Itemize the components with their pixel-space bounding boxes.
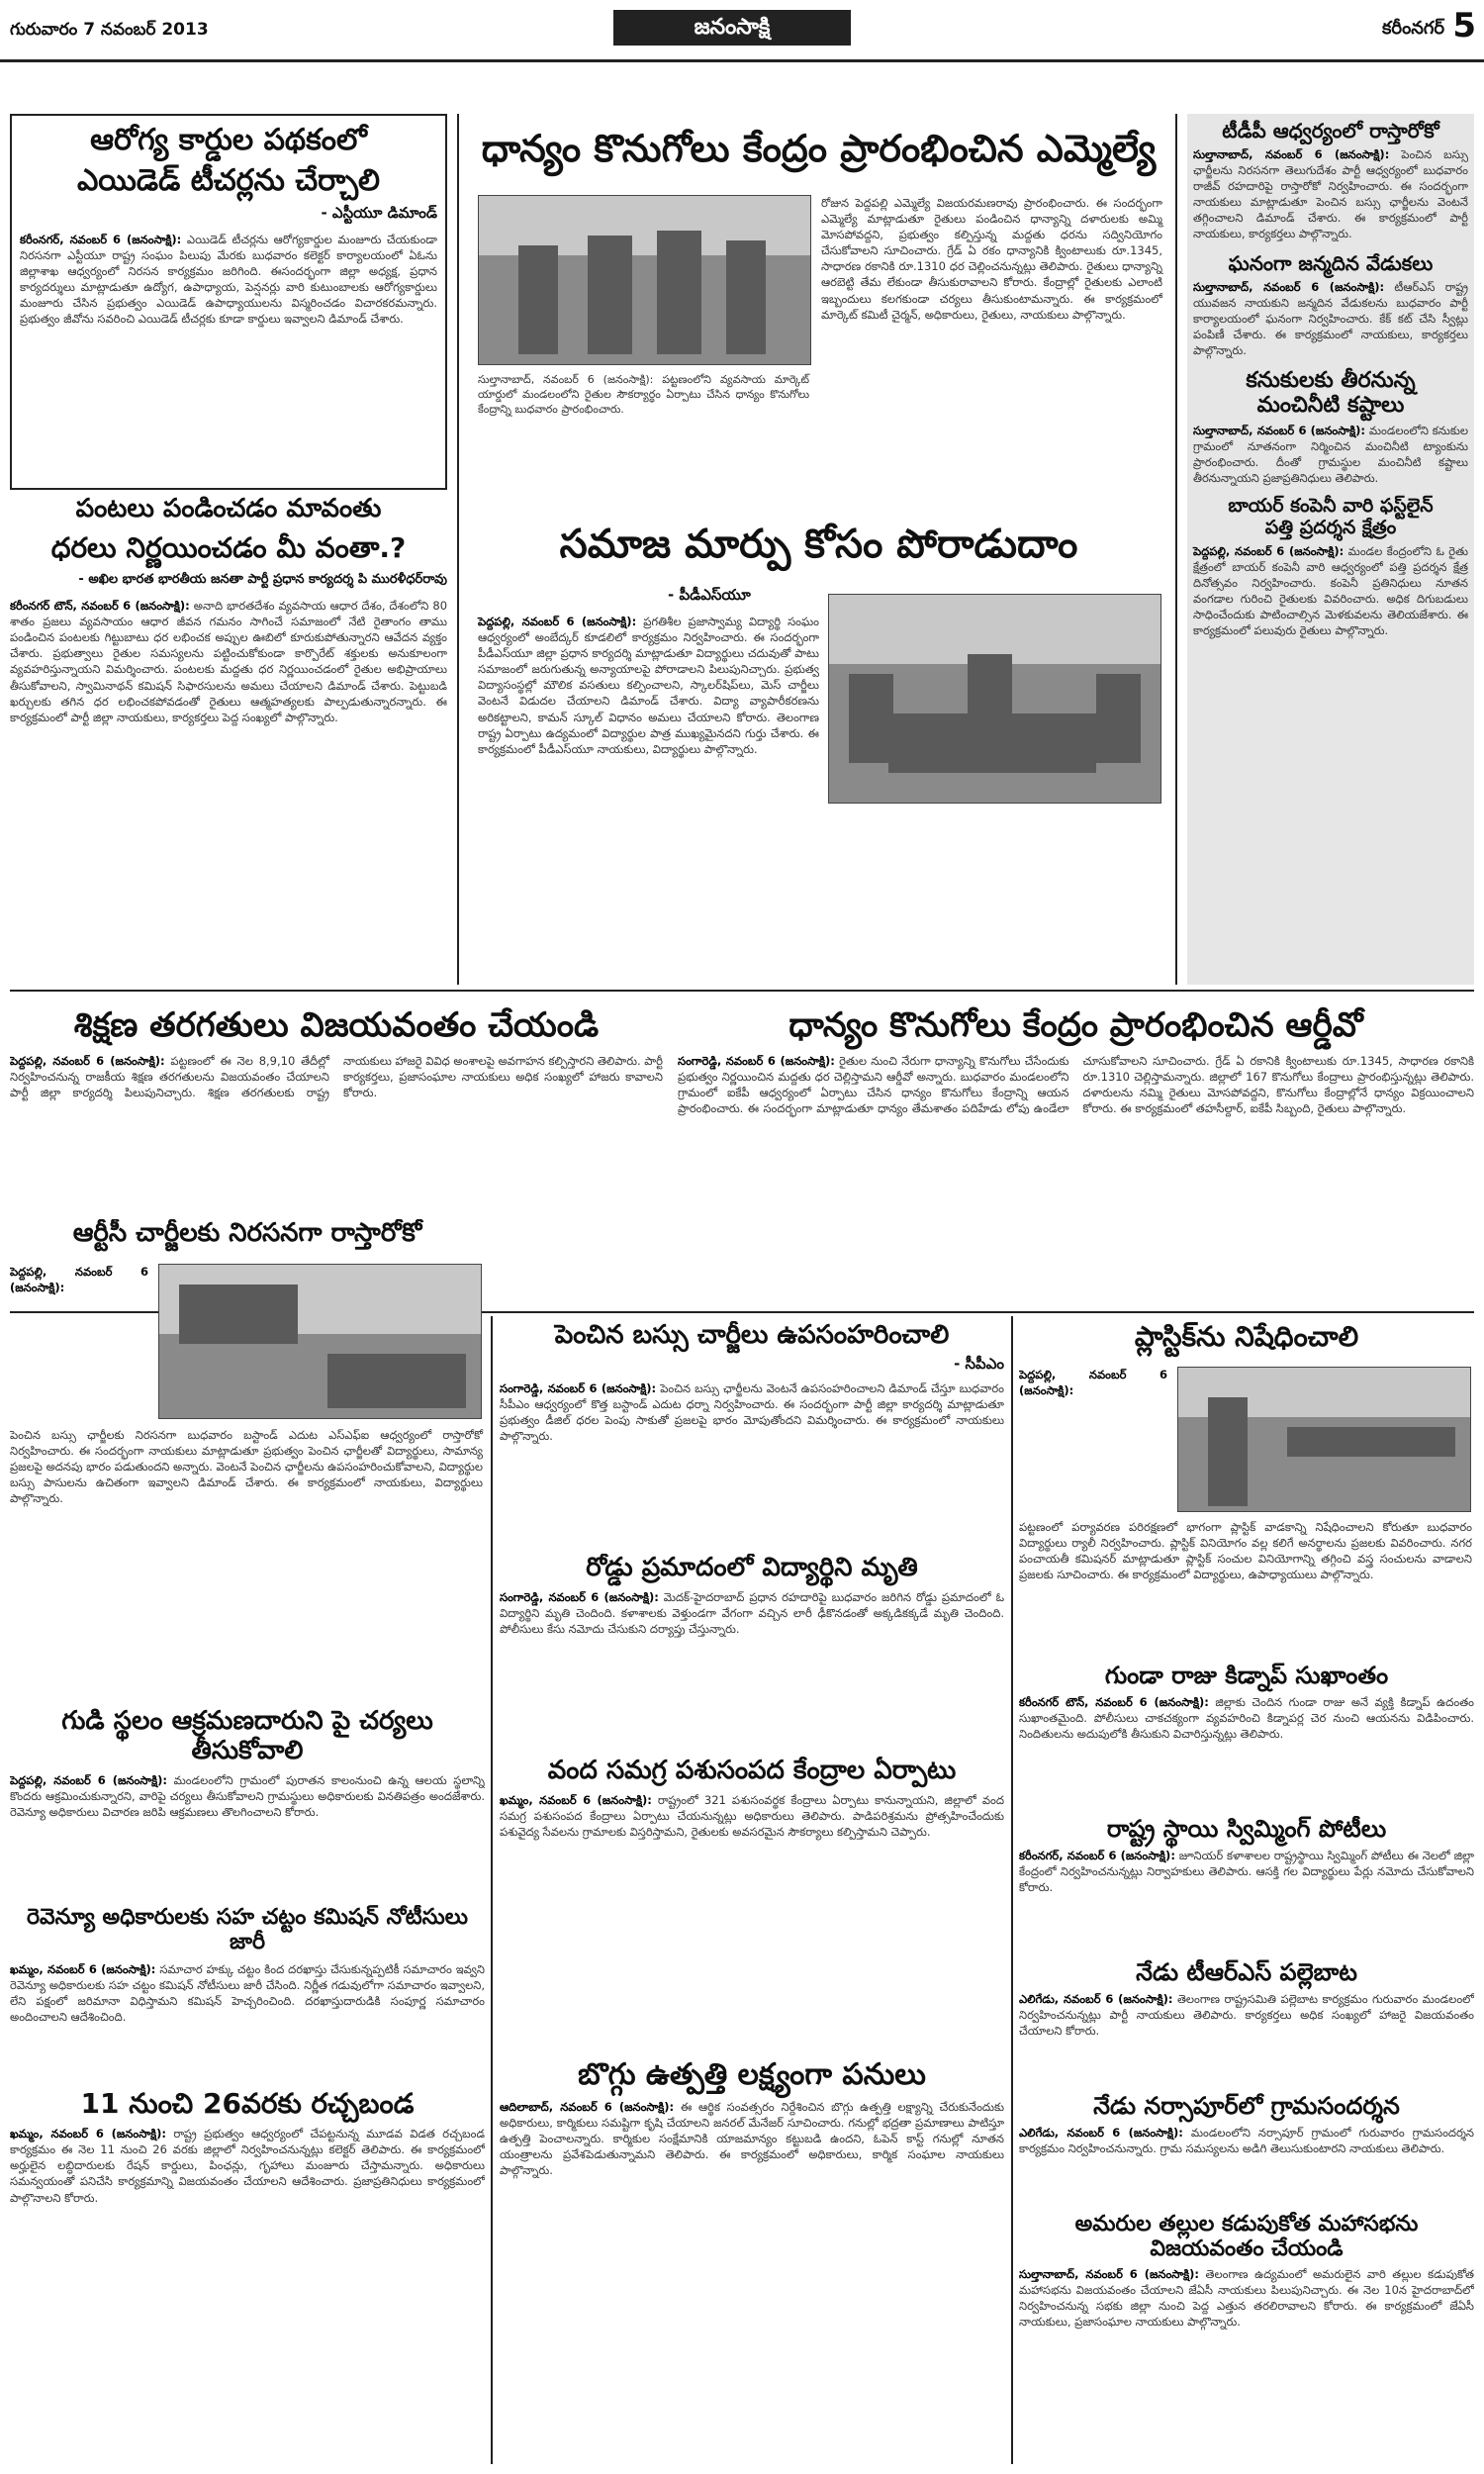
dateline: పెద్దపల్లి, నవంబర్ 6 (జనంసాక్షి): — [10, 1772, 167, 1787]
district-name: కరీంనగర్ — [1382, 18, 1444, 39]
article-tdp-rasta-roko — [1193, 120, 1468, 242]
article-body: ఈ ఆర్థిక సంవత్సరం నిర్దేశించిన బొగ్గు ఉత్పత్తి లక్ష్యాన్ని చేరుకునేందుకు అధికారులు, కార్మికులు సమష్టిగా కృషి చేయాలని జనరల్ మేనేజర్ సూచించారు. గనుల్లో భద్రతా ప్రమాణాలు పాటిస్తూ ఉత్పత్తి పెంచాలన్నారు. కార్మికుల సంక్షేమానికి యాజమాన్యం కట్టుబడి ఉందని, ఓపెన్ కాస్ట్ గనుల్లో నూతన యంత్రాలను ప్రవేశపెడుతున్నామని తెలిపారు. ఈ కార్యక్రమంలో అధికారులు, కార్మిక సంఘాల నాయకులు పాల్గొన్నారు. — [500, 2099, 1004, 2177]
article-body: పట్టణంలో ఈ నెల 8,9,10 తేదీల్లో నిర్వహించనున్న రాజకీయ శిక్షణ తరగతులను విజయవంతం చేయాలని పార్టీ జిల్లా కార్యదర్శి పిలుపునిచ్చారు. శిక్షణ తరగతులకు రాష్ట్ర నాయకులు హాజరై వివిధ అంశాలపై అవగాహన కల్పిస్తారని తెలిపారు. పార్టీ కార్యకర్తలు, ప్రజాసంఘాల నాయకులు అధిక సంఖ్యలో హాజరు కావాలని కోరారు. — [10, 1054, 663, 1100]
article-pdsu — [470, 515, 1167, 985]
article-rti-notices — [10, 1905, 485, 2083]
page-number: 5 — [1452, 6, 1476, 46]
dateline: కరీంనగర్ టౌన్, నవంబర్ 6 (జనంసాక్షి): — [1019, 1694, 1209, 1709]
news-photo — [828, 594, 1161, 804]
headline: ఘనంగా జన్మదిన వేడుకలు — [1228, 250, 1434, 275]
article-crop-prices — [10, 495, 447, 985]
newspaper-logo: జనంసాక్షి — [613, 10, 851, 46]
article-body: సమాచార హక్కు చట్టం కింద దరఖాస్తు చేసుకున్నప్పటికీ సమాచారం ఇవ్వని రెవెన్యూ అధికారులకు సహ చట్టం కమిషన్ నోటీసులు జారీ చేసింది. నిర్ణీత గడువులోగా సమాచారం ఇవ్వాలని, లేని పక్షంలో జరిమానా విధిస్తామని కమిషన్ హెచ్చరించింది. దరఖాస్తుదారుడికి సంపూర్ణ సమాచారం అందించాలని ఆదేశించింది. — [10, 1961, 485, 2024]
article-temple-land — [10, 1707, 485, 1900]
news-photo — [1177, 1367, 1471, 1512]
article-body: పెంచిన బస్సు ఛార్జీలకు నిరసనగా బుధవారం బస్టాండ్ ఎదుట ఎస్ఎఫ్‌ఐ ఆధ్వర్యంలో రాస్తారోకో నిర్వహించారు. ఈ సందర్భంగా నాయకులు మాట్లాడుతూ ప్రభుత్వం పెంచిన ఛార్జీలతో విద్యార్థులు, సామాన్య ప్రజలపై అదనపు భారం పడుతుందని అన్నారు. వెంటనే పెంచిన ఛార్జీలను ఉపసంహరించుకోవాలని, విద్యార్థుల బస్సు పాసులను ఉచితంగా ఇవ్వాలని డిమాండ్ చేశారు. ఈ కార్యక్రమంలో నాయకులు, విద్యార్థులు పాల్గొన్నారు. — [10, 1428, 483, 1506]
headline: ధాన్యం కొనుగోలు కేంద్రం ప్రారంభించిన ఆర్డీవో — [788, 1005, 1363, 1045]
column-rule — [491, 1316, 493, 2464]
article-body: పెంచిన బస్సు ఛార్జీలను నిరసనగా తెలుగుదేశం పార్టీ ఆధ్వర్యంలో బుధవారం రాజీవ్ రహదారిపై రాస్తారోకో నిర్వహించారు. ఈ సందర్భంగా నాయకులు మాట్లాడుతూ పెంచిన బస్సు ఛార్జీలను వెంటనే తగ్గించాలని డిమాండ్ చేశారు. ఈ కార్యక్రమంలో పార్టీ నాయకులు, కార్యకర్తలు పాల్గొన్నారు. — [1193, 147, 1468, 241]
dateline: కరీంనగర్ టౌన్, నవంబర్ 6 (జనంసాక్షి): — [10, 599, 190, 614]
dateline: సంగారెడ్డి, నవంబర్ 6 (జనంసాక్షి): — [500, 1589, 659, 1604]
dateline: పెద్దపల్లి, నవంబర్ 6 (జనంసాక్షి): — [1019, 1368, 1167, 1398]
dateline: సుల్తానాబాద్, నవంబర్ 6 (జనంసాక్షి): — [1019, 2266, 1199, 2281]
article-body: రాష్ట్రంలో 321 పశుసంవర్థక కేంద్రాలు ఏర్పాటు కానున్నాయని, జిల్లాలో వంద సమగ్ర పశుసంపద కేంద్రాలు ఏర్పాటు చేయనున్నట్లు అధికారులు తెలిపారు. పాడిపరిశ్రమను ప్రోత్సహించేందుకు పశువైద్య సేవలను గ్రామాలకు విస్తరిస్తామని, రైతులకు అవసరమైన సౌకర్యాలు కల్పిస్తామని చెప్పారు. — [500, 1792, 1004, 1840]
headline: వంద సమగ్ర పశుసంపద కేంద్రాల ఏర్పాటు — [547, 1757, 957, 1785]
article-martyrs-mothers — [1019, 2212, 1474, 2464]
issue-date: గురువారం 7 నవంబర్ 2013 — [10, 20, 209, 40]
article-body: ఎయిడెడ్ టీచర్లను ఆరోగ్యకార్డుల మంజూరు చేయకుండా నిరసనగా ఎస్టీయూ రాష్ట్ర సంఘం పిలుపు మేరకు బుధవారం కలెక్టర్ కార్యాలయంలో ఏఓను జిల్లాశాఖ ఆధ్వర్యంలో నిరసన కార్యక్రమం జరిగింది. ఈసందర్భంగా జిల్లా అధ్యక్ష, ప్రధాన కార్యదర్శులు మాట్లాడుతూ ఉద్యోగ, ఉపాధ్యాయ, పెన్షనర్లు వారి కుటుంబాలకు ఆరోగ్యకార్డులు మంజూరు చేసిన ప్రభుత్వం ఎయిడెడ్ ఉపాధ్యాయులను విస్మరించడం విచారకరమన్నారు. ప్రభుత్వం జీవోను సవరించి ఎయిడెడ్ టీచర్లకు కూడా కార్డులు ఇవ్వాలని డిమాండ్ చేశారు. — [20, 233, 438, 327]
dateline: ఖమ్మం, నవంబర్ 6 (జనంసాక్షి): — [500, 1792, 652, 1807]
subheadline: - అఖిల భారత భారతీయ జనతా పార్టీ ప్రధాన కార్యదర్శ పి మురళీధర్‌రావు — [78, 572, 447, 588]
article-rtc-rasta-roko — [10, 1219, 485, 1702]
dateline: పెద్దపల్లి, నవంబర్ 6 (జనంసాక్షి): — [10, 1054, 165, 1068]
right-column — [1187, 114, 1474, 985]
article-trs-pallebata — [1019, 1959, 1474, 2088]
headline: నేడు నర్సాపూర్‌లో గ్రామసందర్శన — [1093, 2093, 1400, 2120]
article-body: మండలంలోని గ్రామంలో పురాతన కాలంనుంచి ఉన్న ఆలయ స్థలాన్ని కొందరు ఆక్రమించుకున్నారని, వారిపై చర్యలు తీసుకోవాలని గ్రామస్థులు అధికారులకు వినతిపత్రం అందజేశారు. రెవెన్యూ అధికారులు విచారణ జరిపి ఆక్రమణలు తొలగించాలని కోరారు. — [10, 1772, 485, 1819]
article-body: రైతుల నుంచి నేరుగా ధాన్యాన్ని కొనుగోలు చేసేందుకు ప్రభుత్వం నిర్ణయించిన మద్దతు ధర చెల్లిస్తామని ఆర్డీవో అన్నారు. బుధవారం మండలంలోని గ్రామంలో ఐకేపీ ఆధ్వర్యంలో ఏర్పాటు చేసిన ధాన్యం కొనుగోలు కేంద్రాన్ని ఆయన ప్రారంభించారు. ఈ సందర్భంగా మాట్లాడుతూ ధాన్యం తేమశాతం పదిహేడు లోపు ఉండేలా చూసుకోవాలని సూచించారు. గ్రేడ్ ఏ రకానికి క్వింటాలుకు రూ.1345, సాధారణ రకానికి రూ.1310 చెల్లిస్తామన్నారు. జిల్లాలో 167 కొనుగోలు కేంద్రాలు ప్రారంభిస్తున్నట్లు తెలిపారు. దళారులను నమ్మి రైతులు మోసపోవద్దని, కొనుగోలు కేంద్రాల్లోనే ధాన్యం విక్రయించాలని కోరారు. ఈ కార్యక్రమంలో తహసీల్దార్, ఐకేపీ సిబ్బంది, రైతులు పాల్గొన్నారు. — [678, 1054, 1474, 1116]
headline: 11 నుంచి 26వరకు రచ్చబండ — [80, 2088, 415, 2120]
article-training-classes — [10, 998, 663, 1215]
headline-line1: బాయర్ కంపెనీ వారి ఫస్ట్‌లైన్ — [1228, 495, 1434, 517]
article-body: జూనియర్ కళాశాలల రాష్ట్రస్థాయి స్విమ్మింగ్ పోటీలు ఈ నెలలో జిల్లా కేంద్రంలో నిర్వహించనున్నట్లు నిర్వాహకులు తెలిపారు. ఆసక్తి గల విద్యార్థులు పేర్లు నమోదు చేసుకోవాలని కోరారు. — [1019, 1848, 1474, 1894]
subheadline: - సీపీఎం — [954, 1354, 1004, 1373]
article-livestock-centres — [500, 1757, 1004, 2053]
article-kidnap — [1019, 1663, 1474, 1811]
article-birthday — [1193, 252, 1468, 358]
dateline: ఆదిలాబాద్, నవంబర్ 6 (జనంసాక్షి): — [500, 2099, 675, 2114]
article-body: రాష్ట్ర ప్రభుత్వం ఆధ్వర్యంలో చేపట్టనున్న మూడవ విడత రచ్చబండ కార్యక్రమం ఈ నెల 11 నుంచి 26 వరకు జిల్లాలో నిర్వహించనున్నట్లు కలెక్టర్ తెలిపారు. ఈ కార్యక్రమంలో అర్హులైన లబ్ధిదారులకు రేషన్ కార్డులు, పింఛన్లు, గృహాలు మంజూరు చేస్తామన్నారు. అధికారులు సమన్వయంతో పనిచేసి కార్యక్రమాన్ని విజయవంతం చేయాలని ఆదేశించారు. ప్రజాప్రతినిధులు కార్యక్రమంలో పాల్గొనాలని కోరారు. — [10, 2127, 485, 2205]
headline: బొగ్గు ఉత్పత్తి లక్ష్యంగా పనులు — [578, 2058, 926, 2092]
headline: రోడ్డు ప్రమాదంలో విద్యార్థిని మృతి — [586, 1554, 918, 1582]
article-body: అనాది భారతదేశం వ్యవసాయ ఆధార దేశం, దేశంలోని 80 శాతం ప్రజలు వ్యవసాయం ఆధార జీవన గమనం సాగించే సమాజంలో నేటి రైతాంగం తాము పండించిన పంటలకు గిట్టుబాటు ధర లభించక అప్పుల ఊబిలో కూరుకుపోతున్నారని ఆవేదన వ్యక్తం చేశారు. ప్రభుత్వాలు రైతుల సమస్యలను పట్టించుకోకుండా కార్పొరేట్ శక్తులకు అనుకూలంగా వ్యవహరిస్తున్నాయని విమర్శించారు. పంటలకు మద్దతు ధర నిర్ణయించడంలో రైతుల అభిప్రాయాలు తీసుకోవాలని, స్వామినాథన్ కమిషన్ సిఫారసులను అమలు చేయాలని డిమాండ్ చేశారు. పెట్టుబడి ఖర్చులకు తగిన ధర లభించకపోవడంతో రైతులు ఆత్మహత్యలకు పాల్పడుతున్నారన్నారు. ఈ కార్యక్రమంలో పార్టీ జిల్లా నాయకులు, కార్యకర్తలు పెద్ద సంఖ్యలో పాల్గొన్నారు. — [10, 599, 447, 724]
section-rule — [10, 990, 1474, 992]
subheadline: - పీడీఎస్‌యూ — [668, 586, 751, 604]
article-body: మండల కేంద్రంలోని ఓ రైతు క్షేత్రంలో బాయర్ కంపెనీ వారి ఆధ్వర్యంలో పత్తి ప్రదర్శన క్షేత్ర దినోత్సవం నిర్వహించారు. కంపెనీ ప్రతినిధులు నూతన వంగడాల గురించి రైతులకు వివరించారు. అధిక దిగుబడులు సాధించేందుకు పాటించాల్సిన మెళకువలను తెలియజేశారు. ఈ కార్యక్రమంలో పలువురు రైతులు పాల్గొన్నారు. — [1193, 543, 1469, 638]
article-health-cards — [10, 114, 447, 490]
dateline: ఎలిగేడు, నవంబర్ 6 (జనంసాక్షి): — [1019, 1991, 1173, 2006]
article-body: మెదక్-హైదరాబాద్ ప్రధాన రహదారిపై బుధవారం జరిగిన రోడ్డు ప్రమాదంలో ఓ విద్యార్థిని మృతి చెందింది. కళాశాలకు వెళ్తుండగా వేగంగా వచ్చిన లారీ ఢీకొనడంతో అక్కడికక్కడే మృతి చెందింది. పోలీసులు కేసు నమోదు చేసుకుని దర్యాప్తు చేస్తున్నారు. — [500, 1589, 1004, 1637]
headline: శిక్షణ తరగతులు విజయవంతం చేయండి — [73, 1005, 600, 1045]
dateline: కరీంనగర్, నవంబర్ 6 (జనంసాక్షి): — [1019, 1848, 1175, 1862]
article-body: మండలంలోని కనుకుల గ్రామంలో నూతనంగా నిర్మించిన మంచినీటి ట్యాంకును ప్రారంభించారు. దీంతో గ్రామస్థుల మంచినీటి కష్టాలు తీరనున్నాయని ప్రజాప్రతినిధులు తెలిపారు. — [1193, 423, 1468, 485]
headline: గుడి స్థలం ఆక్రమణదారుని పై చర్యలు తీసుకోవాలి — [61, 1707, 433, 1765]
headline: ప్లాస్టిక్‌ను నిషేధించాలి — [1134, 1321, 1359, 1353]
headline: పెంచిన బస్సు చార్జీలు ఉపసంహరించాలి — [554, 1321, 950, 1350]
article-body: ప్రగతిశీల ప్రజాస్వామ్య విద్యార్థి సంఘం ఆధ్వర్యంలో అంబేద్కర్ కూడలిలో కార్యక్రమం నిర్వహించారు. ఈ సందర్భంగా పీడీఎస్‌యూ జిల్లా ప్రధాన కార్యదర్శి మాట్లాడుతూ విద్యార్థులు చదువుతో పాటు సమాజంలో జరుగుతున్న అన్యాయాలపై పోరాడాలని పిలుపునిచ్చారు. ప్రభుత్వ విద్యాసంస్థల్లో మౌలిక వసతులు కల్పించాలని, స్కాలర్‌షిప్‌లు, మెస్ చార్జీలు వెంటనే విడుదల చేయాలని డిమాండ్ చేశారు. విద్యా వ్యాపారీకరణను అరికట్టాలని, కామన్ స్కూల్ విధానం అమలు చేయాలని కోరారు. తెలంగాణ రాష్ట్ర ఏర్పాటు ఉద్యమంలో విద్యార్థుల పాత్ర ముఖ్యమైనదని గుర్తు చేశారు. ఈ కార్యక్రమంలో పీడీఎస్‌యూ నాయకులు, విద్యార్థులు పాల్గొన్నారు. — [478, 615, 819, 756]
article-body: తెలంగాణ ఉద్యమంలో అమరులైన వారి తల్లుల కడుపుకోత మహాసభను విజయవంతం చేయాలని జేఏసీ నాయకులు పిలుపునిచ్చారు. ఈ నెల 10న హైదరాబాద్‌లో నిర్వహించనున్న సభకు జిల్లా నుంచి పెద్ద ఎత్తున తరలిరావాలని కోరారు. ఈ కార్యక్రమంలో జేఏసీ నాయకులు, ప్రజాసంఘాల నాయకులు పాల్గొన్నారు. — [1019, 2266, 1474, 2329]
headline-line2: పత్తి ప్రదర్శన క్షేత్రం — [1264, 516, 1397, 538]
article-body: రోజున పెద్దపల్లి ఎమ్మెల్యే విజయరమణరావు ప్రారంభించారు. ఈ సందర్భంగా ఎమ్మెల్యే మాట్లాడుతూ రైతులు పండించిన ధాన్యాన్ని దళారులకు అమ్మి మోసపోవద్దని, ప్రభుత్వం కల్పిస్తున్న మద్దతు ధరను సద్వినియోగం చేసుకోవాలని సూచించారు. గ్రేడ్ ఏ రకం ధాన్యానికి క్వింటాలుకు రూ.1345, సాధారణ రకానికి రూ.1310 ధర చెల్లించనున్నట్లు తెలిపారు. రైతులు ధాన్యాన్ని ఆరబెట్టి తేమ లేకుండా తీసుకురావాలని కోరారు. కేంద్రాల్లో రైతులకు ఎలాంటి ఇబ్బందులు కలగకుండా చర్యలు తీసుకుంటామన్నారు. ఈ కార్యక్రమంలో మార్కెట్ కమిటీ చైర్మన్, అధికారులు, రైతులు, నాయకులు పాల్గొన్నారు. — [821, 196, 1162, 322]
article-rachabanda — [10, 2088, 485, 2464]
dateline: సుల్తానాబాద్, నవంబర్ 6 (జనంసాక్షి): — [1193, 279, 1385, 294]
dateline: సుల్తానాబాద్, నవంబర్ 6 (జనంసాక్షి): — [1193, 423, 1365, 437]
article-road-accident — [500, 1554, 1004, 1752]
headline-line2: మంచినీటి కష్టాలు — [1256, 393, 1405, 419]
column-rule — [1175, 114, 1177, 985]
headline-line2: ఎయిడెడ్ టీచర్లను చేర్చాలి — [76, 162, 381, 198]
article-coal-production — [500, 2058, 1004, 2464]
headline: గుండా రాజు కిడ్నాప్ సుఖాంతం — [1104, 1663, 1389, 1689]
photo-caption: సుల్తానాబాద్, నవంబర్ 6 (జనంసాక్షి): పట్టణంలోని వ్యవసాయ మార్కెట్ యార్డులో మండలంలోని రైతుల సౌకర్యార్థం ఏర్పాటు చేసిన ధాన్యం కొనుగోలు కేంద్రాన్ని బుధవారం ప్రారంభించారు. — [478, 373, 809, 416]
article-bayer-cotton — [1193, 496, 1468, 638]
headline: నేడు టీఆర్ఎస్ పల్లెబాట — [1136, 1959, 1357, 1986]
article-plastic-ban — [1019, 1321, 1474, 1658]
column-rule — [1011, 1316, 1013, 2464]
headline: సమాజ మార్పు కోసం పోరాడుదాం — [559, 522, 1078, 567]
headline-line1: పంటలు పండించడం మావంతు — [75, 495, 382, 523]
news-photo — [478, 195, 811, 365]
dateline: పెద్దపల్లి, నవంబర్ 6 (జనంసాక్షి): — [1193, 543, 1345, 558]
headline-line1: కనుకులకు తీరనున్న — [1246, 368, 1416, 394]
headline: రెవెన్యూ అధికారులకు సహ చట్టం కమిషన్ నోటీసులు జారీ — [26, 1905, 468, 1955]
dateline: పెద్దపల్లి, నవంబర్ 6 (జనంసాక్షి): — [478, 615, 637, 628]
news-photo — [158, 1264, 482, 1419]
article-cpm-bus-charges — [500, 1321, 1004, 1549]
headline-line2: ధరలు నిర్ణయించడం మీ వంతా.? — [50, 530, 407, 564]
article-body: టీఆర్‌ఎస్ రాష్ట్ర యువజన నాయకుని జన్మదిన వేడుకలను బుధవారం పార్టీ కార్యాలయంలో ఘనంగా నిర్వహించారు. కేక్ కట్ చేసి స్వీట్లు పంపిణీ చేశారు. ఈ కార్యక్రమంలో నాయకులు, కార్యకర్తలు పాల్గొన్నారు. — [1193, 279, 1468, 357]
article-body: మండలంలోని నర్సాపూర్ గ్రామంలో గురువారం గ్రామసందర్శన కార్యక్రమం నిర్వహించనున్నారు. గ్రామ సమస్యలను అడిగి తెలుసుకుంటారని నాయకులు తెలిపారు. — [1019, 2125, 1474, 2155]
headline-line2: విజయవంతం చేయండి — [1150, 2236, 1344, 2262]
article-swimming — [1019, 1816, 1474, 1954]
masthead — [0, 0, 1484, 62]
dateline: ఖమ్మం, నవంబర్ 6 (జనంసాక్షి): — [10, 2127, 166, 2141]
dateline: ఖమ్మం, నవంబర్ 6 (జనంసాక్షి): — [10, 1961, 156, 1976]
headline: ఆర్టీసీ చార్జీలకు నిరసనగా రాస్తారోకో — [72, 1219, 422, 1248]
dateline: ఎలిగేడు, నవంబర్ 6 (జనంసాక్షి): — [1019, 2125, 1183, 2140]
dateline: పెద్దపల్లి, నవంబర్ 6 (జనంసాక్షి): — [10, 1265, 148, 1295]
article-body: తెలంగాణ రాష్ట్రసమితి పల్లెబాట కార్యక్రమం గురువారం మండలంలో నిర్వహించనున్నట్లు పార్టీ నాయకులు తెలిపారు. కార్యకర్తలు అధిక సంఖ్యలో హాజరై విజయవంతం చేయాలని కోరారు. — [1019, 1991, 1474, 2038]
article-narsapur-visit — [1019, 2093, 1474, 2207]
dateline: సుల్తానాబాద్, నవంబర్ 6 (జనంసాక్షి): — [1193, 147, 1390, 161]
article-rdo-grain-centre — [678, 998, 1474, 1306]
article-mla-grain-centre — [470, 114, 1167, 510]
dateline: సంగారెడ్డి, నవంబర్ 6 (జనంసాక్షి): — [678, 1054, 835, 1068]
headline-line1: ఆరోగ్య కార్డుల పథకంలో — [90, 123, 367, 157]
dateline: కరీంనగర్, నవంబర్ 6 (జనంసాక్షి): — [20, 233, 182, 246]
headline: టీడీపీ ఆధ్వర్యంలో రాస్తారోకో — [1222, 119, 1439, 143]
article-body: పట్టణంలో పర్యావరణ పరిరక్షణలో భాగంగా ప్లాస్టిక్ వాడకాన్ని నిషేధించాలని కోరుతూ బుధవారం విద్యార్థులు ర్యాలీ నిర్వహించారు. ప్లాస్టిక్ వినియోగం వల్ల కలిగే అనర్థాలను ప్రజలకు వివరించారు. నగర పంచాయతీ కమిషనర్ మాట్లాడుతూ ప్లాస్టిక్ సంచుల వినియోగాన్ని తగ్గించి వస్త్ర సంచులను వాడాలని ప్రజలకు సూచించారు. ఈ కార్యక్రమంలో విద్యార్థులు, ఉపాధ్యాయులు పాల్గొన్నారు. — [1019, 1520, 1472, 1582]
article-body: పెంచిన బస్సు ఛార్జీలను వెంటనే ఉపసంహరించాలని డిమాండ్ చేస్తూ బుధవారం సీపీఎం ఆధ్వర్యంలో కొత్త బస్టాండ్ ఎదుట ధర్నా నిర్వహించారు. ఈ సందర్భంగా పార్టీ జిల్లా కార్యదర్శి మాట్లాడుతూ ప్రభుత్వం డీజిల్ ధరల పెంపు సాకుతో ప్రజలపై భారం మోపుతోందని విమర్శించారు. ఈ కార్యక్రమంలో నాయకులు పాల్గొన్నారు. — [500, 1380, 1004, 1444]
article-body: జిల్లాకు చెందిన గుండా రాజు అనే వ్యక్తి కిడ్నాప్ ఉదంతం సుఖాంతమైంది. పోలీసులు చాకచక్యంగా వ్యవహరించి కిడ్నాపర్ల చెర నుంచి ఆయనను విడిపించారు. నిందితులను అదుపులోకి తీసుకుని విచారిస్తున్నట్లు తెలిపారు. — [1019, 1694, 1474, 1741]
subheadline: - ఎస్టీయూ డిమాండ్ — [321, 204, 437, 222]
headline: ధాన్యం కొనుగోలు కేంద్రం ప్రారంభించిన ఎమ్మెల్యే — [481, 127, 1157, 170]
column-rule — [457, 114, 459, 985]
article-kanukula-water — [1193, 368, 1468, 486]
headline: రాష్ట్ర స్థాయి స్విమ్మింగ్ పోటీలు — [1106, 1816, 1387, 1843]
dateline: సంగారెడ్డి, నవంబర్ 6 (జనంసాక్షి): — [500, 1380, 657, 1395]
headline-line1: అమరుల తల్లుల కడుపుకోత మహాసభను — [1074, 2212, 1419, 2236]
